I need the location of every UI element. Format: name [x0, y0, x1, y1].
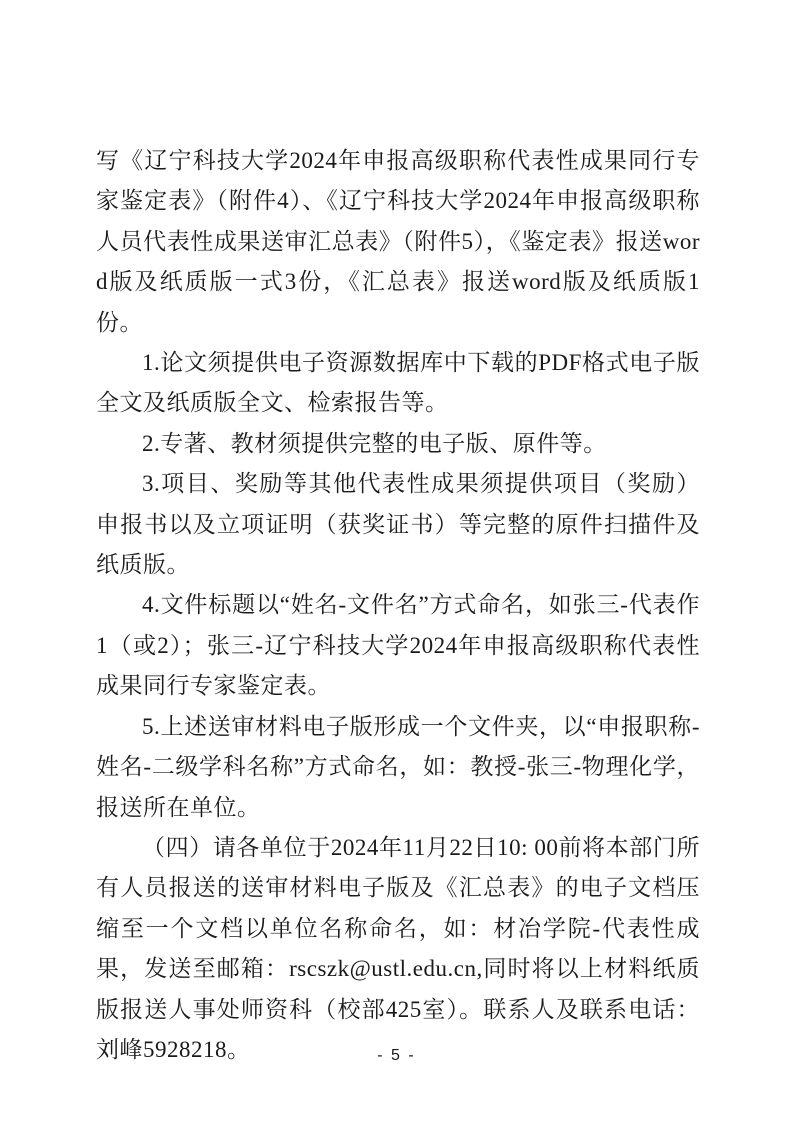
paragraph-section-4: （四）请各单位于2024年11月22日10: 00前将本部门所有人员报送的送审材料电子版及《汇总表》的电子文档压缩至一个文档以单位名称命名，如：材冶学院-代表性成果，发送至邮箱：rscszk@ustl.edu.cn,同时将以上材料纸质版报送人事处师资科（校部425室）。联系人及联系电话：刘峰5928218。 — [96, 834, 700, 1062]
paragraph-item-2: 2.专著、教材须提供完整的电子版、原件等。 — [142, 430, 607, 456]
document-body — [96, 141, 700, 1070]
page-number: - 5 - — [377, 1047, 416, 1064]
paragraph-item-4: 4.文件标题以“姓名-文件名”方式命名，如张三-代表作1（或2）；张三-辽宁科技大学2024年申报高级职称代表性成果同行专家鉴定表。 — [96, 592, 700, 699]
paragraph-continuation: 写《辽宁科技大学2024年申报高级职称代表性成果同行专家鉴定表》（附件4）、《辽宁科技大学2024年申报高级职称人员代表性成果送审汇总表》（附件5），《鉴定表》报送word版及纸质版一式3份，《汇总表》报送word版及纸质版1份。 — [96, 148, 700, 335]
paragraph-item-1: 1.论文须提供电子资源数据库中下载的PDF格式电子版全文及纸质版全文、检索报告等。 — [96, 350, 700, 416]
paragraph-item-5: 5.上述送审材料电子版形成一个文件夹，以“申报职称-姓名-二级学科名称”方式命名，如：教授-张三-物理化学，报送所在单位。 — [96, 713, 700, 820]
paragraph-item-3: 3.项目、奖励等其他代表性成果须提供项目（奖励）申报书以及立项证明（获奖证书）等完整的原件扫描件及纸质版。 — [96, 471, 700, 578]
